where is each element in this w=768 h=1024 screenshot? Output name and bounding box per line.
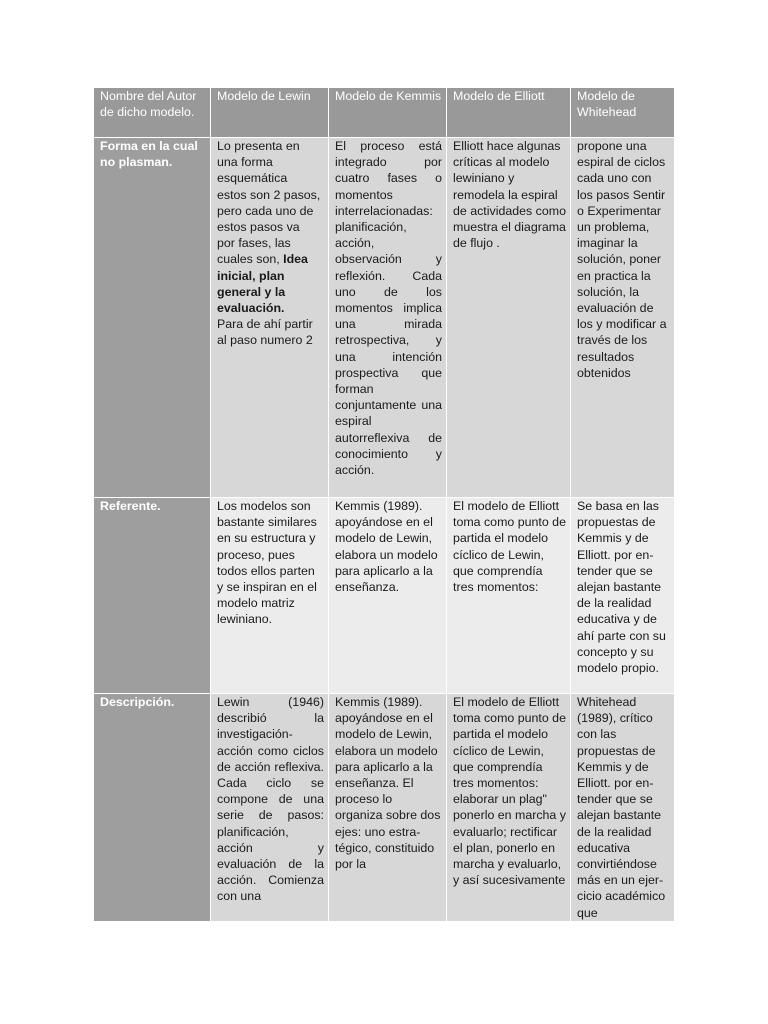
cell-lewin: Lewin (1946) describió la investigación- acción como ciclos de acción reflexiva. Cada ciclo se compone de una serie de pasos: planificación, acción y evaluación de la acción. Comienza con una <box>211 694 329 922</box>
cell-kemmis: Kemmis (1989). apoyándose en el modelo de Lewin, elabora un modelo para aplicarlo a la enseñanza. <box>329 498 447 694</box>
cell-whitehead: Se basa en las propuestas de Kemmis y de Elliott. por en- tender que se alejan bastante de la realidad educativa y de ahí parte con su concepto y su modelo propio. <box>571 498 674 694</box>
header-kemmis: Modelo de Kemmis <box>329 88 447 138</box>
row-label: Forma en la cual no plasman. <box>94 138 211 498</box>
header-whitehead: Modelo de Whitehead <box>571 88 674 138</box>
cell-whitehead: propone una espiral de ciclos cada uno con los pasos Sentir o Experimentar un problema, imaginar la solución, poner en practica la solución, la evaluación de los y modificar a través de los resultados obtenidos <box>571 138 674 498</box>
header-row <box>94 88 674 138</box>
cell-elliott: Elliott hace algunas críticas al modelo lewiniano y remodela la espiral de actividades como muestra el diagrama de flujo . <box>447 138 571 498</box>
comparison-table <box>94 88 674 922</box>
header-author: Nombre del Autor de dicho modelo. <box>94 88 211 138</box>
table-row <box>94 138 674 498</box>
table-row <box>94 498 674 694</box>
table-row <box>94 694 674 922</box>
cell-lewin: Los modelos son bastante similares en su estructura y proceso, pues todos ellos parten y se inspiran en el modelo matriz lewiniano. <box>211 498 329 694</box>
cell-lewin-text: Lo presenta en una forma esquemática estos son 2 pasos, pero cada uno de estos pasos va por fases, las cuales son, Idea inicial, plan general y la evaluación. Para de ahí partir al paso numero 2 <box>217 139 321 348</box>
row-label: Descripción. <box>94 694 211 922</box>
row-label: Referente. <box>94 498 211 694</box>
cell-whitehead: Whitehead (1989), crítico con las propuestas de Kemmis y de Elliott. por en- tender que se alejan bastante de la realidad educativa convirtiéndose más en un ejer- cicio académico que <box>571 694 674 922</box>
cell-elliott: El modelo de Elliott toma como punto de partida el modelo cíclico de Lewin, que comprendía tres momentos: elaborar un plag" ponerlo en marcha y evaluarlo; rectificar el plan, ponerlo en marcha y evaluarlo, y así sucesivamente <box>447 694 571 922</box>
cell-kemmis: Kemmis (1989). apoyándose en el modelo de Lewin, elabora un modelo para aplicarlo a la enseñanza. El proceso lo organiza sobre dos ejes: uno estra- tégico, constituido por la <box>329 694 447 922</box>
cell-kemmis: El proceso está integrado por cuatro fases o momentos interrelacionadas: planificación, acción, observación y reflexión. Cada uno de los momentos implica una mirada retrospectiva, y una intención prospectiva que forman conjuntamente una espiral autorreflexiva de conocimiento y acción. <box>329 138 447 498</box>
header-lewin: Modelo de Lewin <box>211 88 329 138</box>
cell-elliott: El modelo de Elliott toma como punto de partida el modelo cíclico de Lewin, que comprendía tres momentos: <box>447 498 571 694</box>
header-elliott: Modelo de Elliott <box>447 88 571 138</box>
cell-lewin <box>211 138 329 498</box>
cell-lewin-bold: Idea inicial, plan general y la evaluación. <box>217 252 308 316</box>
